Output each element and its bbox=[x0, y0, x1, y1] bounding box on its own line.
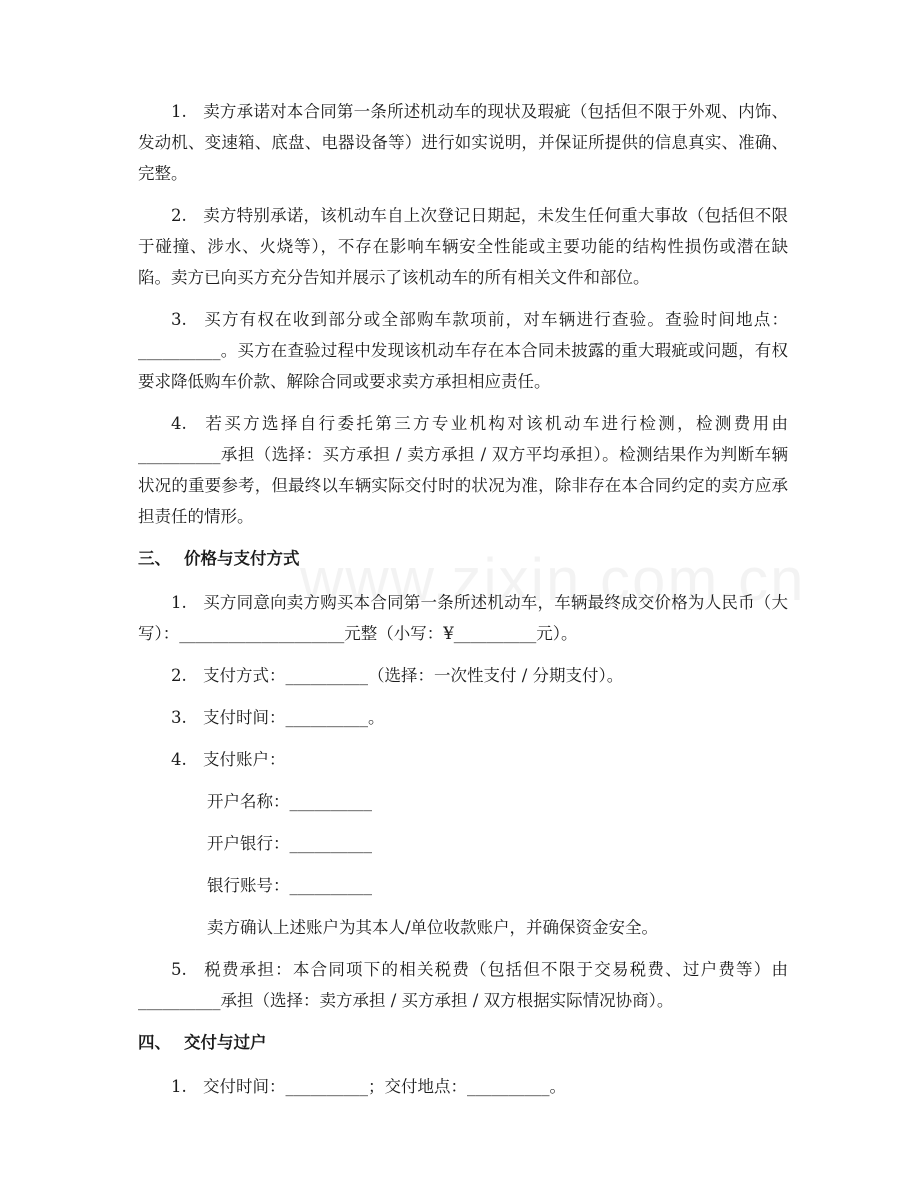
clause-3-1 bbox=[138, 587, 788, 649]
clause-2-1 bbox=[138, 96, 788, 189]
clause-2-3 bbox=[138, 304, 788, 397]
document-body bbox=[138, 96, 788, 1113]
clause-number: 1. bbox=[171, 102, 187, 121]
clause-text: 买方同意向卖方购买本合同第一条所述机动车，车辆最终成交价格为人民币（大写）：____________________元整（小写：¥__________元）。 bbox=[138, 593, 788, 643]
clause-number: 2. bbox=[171, 206, 187, 225]
account-bank-line: 开户银行：__________ bbox=[207, 834, 372, 853]
section-title: 交付与过户 bbox=[184, 1033, 267, 1052]
account-name-line: 开户名称：__________ bbox=[207, 792, 372, 811]
clause-text: 卖方承诺对本合同第一条所述机动车的现状及瑕疵（包括但不限于外观、内饰、发动机、变速箱、底盘、电器设备等）进行如实说明，并保证所提供的信息真实、准确、完整。 bbox=[138, 102, 788, 183]
clause-3-3 bbox=[138, 702, 788, 733]
clause-number: 2. bbox=[171, 666, 187, 685]
section-heading-price-payment bbox=[138, 543, 788, 574]
clause-text: 税费承担：本合同项下的相关税费（包括但不限于交易税费、过户费等）由__________承担（选择：卖方承担 / 买方承担 / 双方根据实际情况协商）。 bbox=[138, 960, 788, 1010]
section-heading-delivery-transfer bbox=[138, 1027, 788, 1058]
clause-text: 若买方选择自行委托第三方专业机构对该机动车进行检测，检测费用由__________承担（选择：买方承担 / 卖方承担 / 双方平均承担）。检测结果作为判断车辆状况的重要参考，但最终以车辆实际交付时的状况为准，除非存在本合同约定的卖方应承担责任的情形。 bbox=[138, 414, 788, 526]
clause-number: 4. bbox=[171, 750, 187, 769]
section-number: 三、 bbox=[138, 549, 171, 568]
clause-text: 支付时间：__________。 bbox=[203, 708, 385, 727]
clause-text: 卖方特别承诺，该机动车自上次登记日期起，未发生任何重大事故（包括但不限于碰撞、涉水、火烧等），不存在影响车辆安全性能或主要功能的结构性损伤或潜在缺陷。卖方已向买方充分告知并展示了该机动车的所有相关文件和部位。 bbox=[138, 206, 788, 287]
clause-number: 1. bbox=[171, 1077, 187, 1096]
clause-4-1 bbox=[138, 1071, 788, 1102]
section-title: 价格与支付方式 bbox=[184, 549, 300, 568]
clause-3-5 bbox=[138, 954, 788, 1016]
account-number-line: 银行账号：__________ bbox=[207, 876, 372, 895]
clause-text: 买方有权在收到部分或全部购车款项前，对车辆进行查验。查验时间地点：__________。买方在查验过程中发现该机动车存在本合同未披露的重大瑕疵或问题，有权要求降低购车价款、解除合同或要求卖方承担相应责任。 bbox=[138, 310, 788, 391]
clause-2-2 bbox=[138, 200, 788, 293]
clause-3-2 bbox=[138, 660, 788, 691]
clause-2-4 bbox=[138, 408, 788, 532]
account-confirm-line: 卖方确认上述账户为其本人/单位收款账户，并确保资金安全。 bbox=[207, 918, 659, 937]
section-number: 四、 bbox=[138, 1033, 171, 1052]
clause-text: 交付时间：__________；交付地点：__________。 bbox=[203, 1077, 566, 1096]
clause-text: 支付账户： bbox=[203, 750, 286, 769]
clause-number: 3. bbox=[171, 708, 187, 727]
clause-text: 支付方式：__________（选择：一次性支付 / 分期支付）。 bbox=[203, 666, 624, 685]
clause-number: 5. bbox=[171, 960, 187, 979]
clause-number: 3. bbox=[171, 310, 187, 329]
clause-number: 4. bbox=[171, 414, 187, 433]
clause-3-4 bbox=[138, 744, 788, 775]
clause-number: 1. bbox=[171, 593, 187, 612]
